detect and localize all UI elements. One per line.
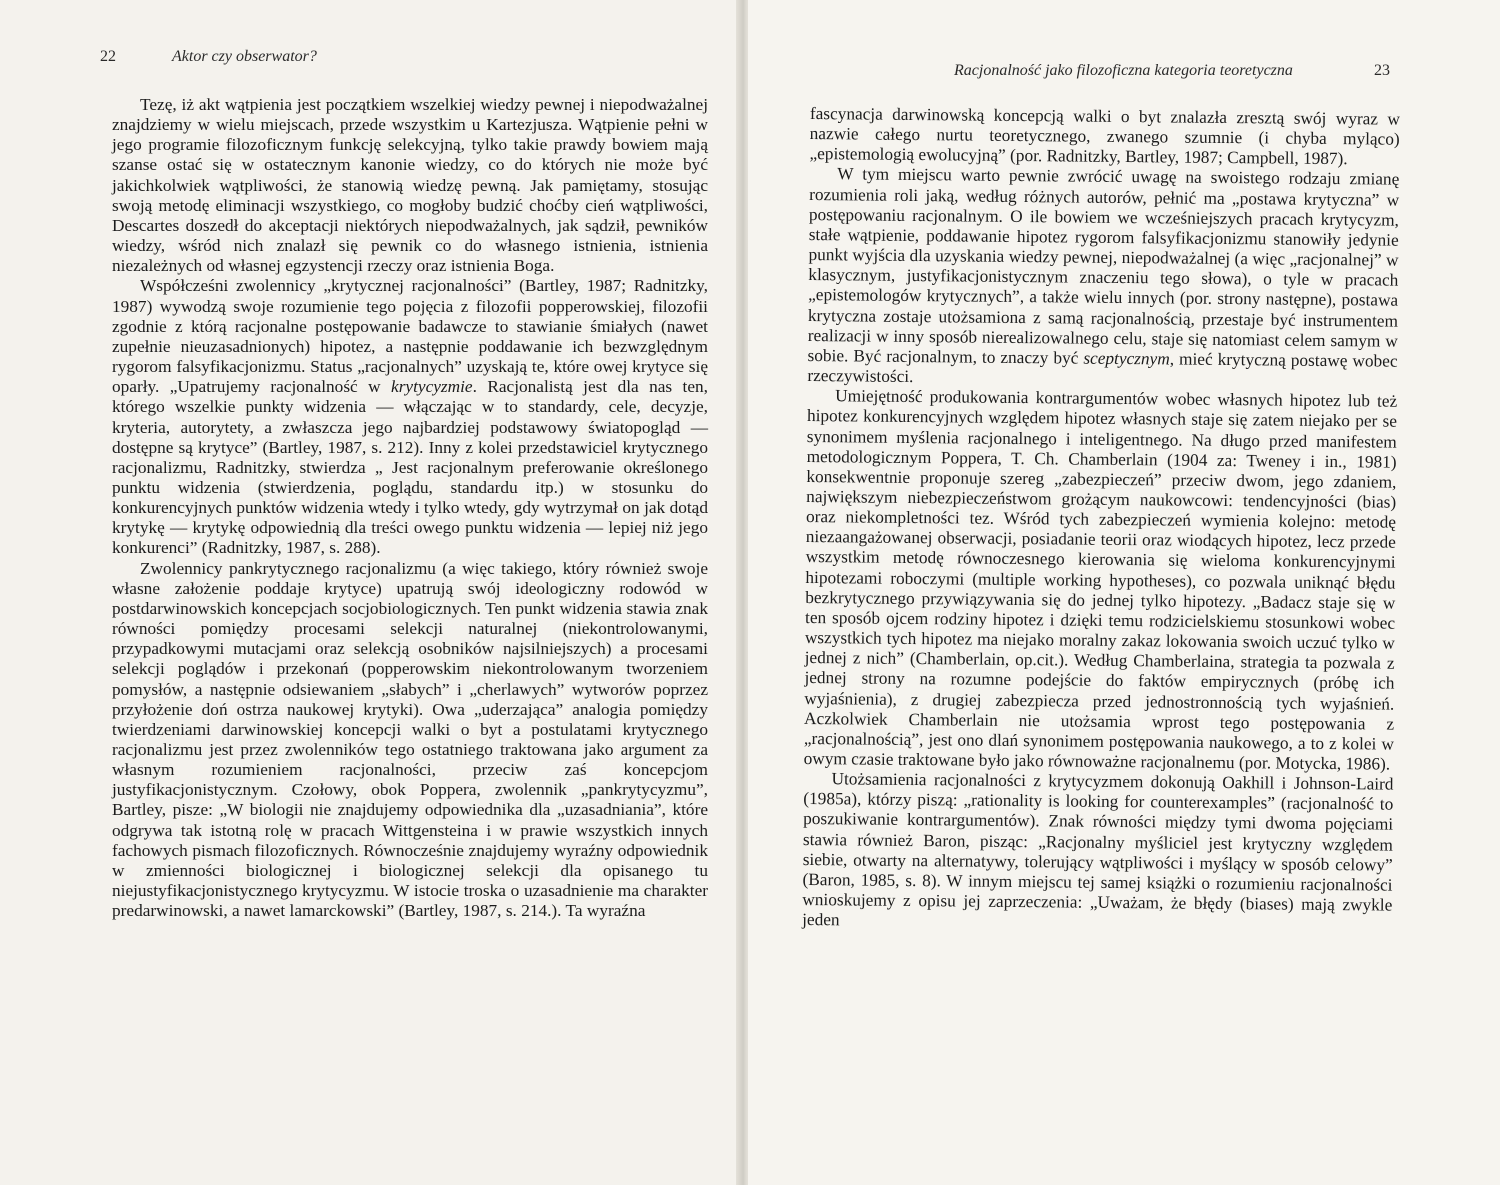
paragraph: Zwolennicy pankrytycznego racjonalizmu (a więc takiego, który również swoje własne założenie poddaje krytyce) upatrują swój ideologiczny rodowód w postdarwinowskich koncepcjach socjobiologicznych. Ten punkt widzenia stawia znak równości pomiędzy procesami selekcji naturalnej (niekontrolowanymi, przypadkowymi mutacjami oraz selekcją osobników najsilniejszych) a procesami selekcji poglądów i przekonań (popperowskim niekontrolowanym tworzeniem pomysłów, a następnie odsiewaniem „słabych” i „cherlawych” wytworów poprzez przyłożenie doń ostrza naukowej krytyki). Owa „uderzająca” analogia pomiędzy twierdzeniami darwinowskiej koncepcji walki o byt a postulatami krytycznego racjonalizmu jest przez zwolenników tego ostatniego traktowana jako argument za własnym rozumieniem racjonalności, przeciw zaś koncepcjom justyfikacjonistycznym. Czołowy, obok Poppera, zwolennik „pankrytycyzmu”, Bartley, pisze: „W biologii nie znajdujemy odpowiednika dla „uzasadniania”, które odgrywa tak istotną rolę w pracach Wittgensteina i w prawie wszystkich innych fachowych pismach filozoficznych. Równocześnie znajdujemy wyraźny odpowiednik w zmienności biologicznej i biologicznej selekcji dla opisanego tu niejustyfikacjonistycznego krytycyzmu. W istocie troska o uzasadnienie ma charakter predarwinowski, a nawet lamarckowski” (Bartley, 1987, s. 214.). Ta wyraźna (112, 558, 708, 921)
page-number: 22 (100, 48, 116, 65)
italic-term: sceptycznym (1083, 348, 1170, 369)
body-text (802, 104, 1400, 936)
paragraph: Utożsamienia racjonalności z krytycyzmem dokonują Oakhill i Johnson-Laird (1985a), którzy piszą: „rationality is looking for counterexamples” (racjonalność to poszukiwanie kontrargumentów). Znak równości między tymi dwoma pojęciami stawia również Baron, pisząc: „Racjonalny myśliciel jest krytyczny względem siebie, otwarty na alternatywy, tolerujący wątpliwości i myślący w sposób celowy” (Baron, 1985, s. 8). W innym miejscu tej samej książki o rozumieniu racjonalności wnioskujemy z opisu jej zaprzeczenia: „Uważam, że błędy (biases) mają zwykle jeden (802, 769, 1394, 930)
running-title: Aktor czy obserwator? (172, 48, 317, 65)
paragraph: Umiejętność produkowania kontrargumentów wobec własnych hipotez lub też hipotez konkurencyjnych względem hipotez własnych staje się zatem niejako per se synonimem myślenia racjonalnego i inteligentnego. Na długo przed manifestem metodologicznym Poppera, T. Ch. Chamberlain (1904 za: Tweney i in., 1981) konsekwentnie proponuje szereg „zabezpieczeń” przeciw dwom, jego zdaniem, największym niebezpieczeństwom grożącym naukowcowi: tendencyjności (bias) oraz niekompletności tez. Wśród tych zabezpieczeń wymienia kolejno: metodę niezaangażowanej obserwacji, posiadanie teorii oraz wiodących hipotez, lecz przede wszystkim metodę równoczesnego kierowania się wieloma konkurencyjnymi hipotezami roboczymi (multiple working hypotheses), co pozwala uniknąć błędu bezkrytycznego przywiązywania się do jednej tylko hipotezy. „Badacz staje się w ten sposób ojcem rodziny hipotez i dzięki temu rodzicielskiemu stosunkowi wobec wszystkich tych hipotez ma niejako moralny zakaz lokowania swoich uczuć tylko w jednej z nich” (Chamberlain, op.cit.). Według Chamberlaina, strategia ta pozwala z jednej strony na rozumne podejście do faktów empirycznych (próbę ich wyjaśnienia), z drugiej zabezpiecza przed jednostronnością tych wyjaśnień. Aczkolwiek Chamberlain nie utożsamia wprost tego postępowania z „racjonalnością”, jest ono dlań synonimem postępowania naukowego, a to z kolei w owym czasie traktowane było jako równoważne racjonalnemu (por. Motycka, 1986). (803, 386, 1398, 774)
body-text (112, 95, 708, 921)
text-run: W tym miejscu warto pewnie zwrócić uwagę na swoistego rodzaju zmianę rozumienia roli jaką, według różnych autorów, pełnić ma „postawa krytyczna” w postępowaniu racjonalnym. O ile bowiem we wcześniejszych pracach krytycyzm, stałe wątpienie, poddawanie hipotez rygorom falsyfikacjonizmu stanowiły jedynie punkt wyjścia dla uzyskania wiedzy pewnej, niepodważalnej (a więc „racjonalnej” w klasycznym, justyfikacjonistycznym znaczeniu tego słowa), o tyle w pracach „epistemologów krytycznych”, a także wielu innych (por. strony następne), postawa krytyczna zostaje utożsamiona z samą racjonalnością, przestaje być instrumentem realizacji w inny sposób nierealizowalnego celu, staje się natomiast celem samym w sobie. Być racjonalnym, to znaczy być (807, 164, 1400, 368)
left-page (0, 0, 740, 1185)
running-title: Racjonalność jako filozoficzna kategoria teoretyczna (954, 62, 1293, 79)
text-run: Współcześni zwolennicy „krytycznej racjonalności” (Bartley, 1987; Radnitzky, 1987) wywodzą swoje rozumienie tego pojęcia z filozofii popperowskiej, filozofii zgodnie z którą racjonalne postępowanie badawcze to stawianie śmiałych (nawet zupełnie nieuzasadnionych) hipotez, a następnie poddawanie ich bezwzględnym rygorom falsyfikacjonizmu. Status „racjonalnych” uzyskają te, które owej krytyce się oparły. „Upatrujemy racjonalność w (112, 276, 708, 397)
right-page (748, 0, 1500, 1185)
text-run: , mieć krytyczną postawę wobec rzeczywistości. (807, 349, 1398, 387)
text-run: . Racjonalistą jest dla nas ten, którego wszelkie punkty widzenia — włączając w to standardy, cele, decyzje, kryteria, autorytety, a zwłaszcza jego najbardziej podstawowy światopogląd — dostępne są krytyce” (Bartley, 1987, s. 212). Inny z kolei przedstawiciel krytycznego racjonalizmu, Radnitzky, stwierdza „ Jest racjonalnym preferowanie określonego punktu widzenia (stwierdzenia, poglądu, standardu itp.) w stosunku do konkurencyjnych punktów widzenia wtedy i tylko wtedy, gdy wytrzymał on jak dotąd krytykę — krytykę odpowiednią dla treści owego punktu widzenia — lepiej niż jego konkurenci” (Radnitzky, 1987, s. 288). (112, 377, 708, 558)
paragraph (807, 164, 1399, 391)
paragraph (112, 276, 708, 558)
paragraph: Tezę, iż akt wątpienia jest początkiem wszelkiej wiedzy pewnej i niepodważalnej znajdziemy w wielu miejscach, przede wszystkim u Kartezjusza. Wątpienie pełni w jego programie filozoficznym funkcję selekcyjną, tylko takie prawdy bowiem mają szanse ostać się w ostatecznym kanonie wiedzy, co do których nie może być jakichkolwiek wątpliwości, że stanowią wiedzę pewną. Jak pamiętamy, stosując swoją metodę eliminacji wszystkiego, co mogłoby budzić choćby cień wątpliwości, Descartes doszedł do akceptacji niektórych niepodważalnych, jak sądził, pewników wiedzy, wśród nich znalazł się pewnik co do własnego istnienia, istnienia niezależnych od własnej egzystencji rzeczy oraz istnienia Boga. (112, 95, 708, 276)
paragraph: fascynacja darwinowską koncepcją walki o byt znalazła zresztą swój wyraz w nazwie całego nurtu teoretycznego, zwanego szumnie (i chyba myląco) „epistemologią ewolucyjną” (por. Radnitzky, Bartley, 1987; Campbell, 1987). (809, 104, 1400, 169)
italic-term: krytycyzmie (391, 377, 473, 397)
page-number: 23 (1374, 62, 1390, 79)
